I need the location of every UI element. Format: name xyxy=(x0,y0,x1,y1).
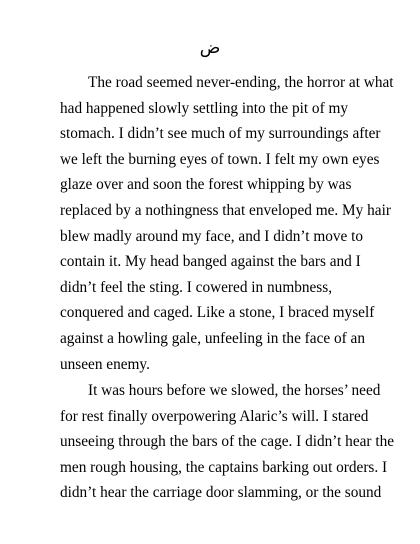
paragraph-1 xyxy=(60,70,394,377)
paragraph-line: for rest finally overpowering Alaric’s will. I stared xyxy=(60,407,369,425)
paragraph-line: conquered and caged. Like a stone, I braced myself xyxy=(60,304,375,322)
paragraph-line: glaze over and soon the forest whipping by was xyxy=(60,176,352,194)
paragraph-line: The road seemed never-ending, the horror at what xyxy=(88,74,394,91)
paragraph-line: contain it. My head banged against the bars and I xyxy=(60,253,361,271)
paragraph-line: men rough housing, the captains barking out orders. I xyxy=(60,458,388,476)
paragraph-line: didn’t feel the sting. I cowered in numbness, xyxy=(60,278,333,296)
paragraph-line: blew madly around my face, and I didn’t move to xyxy=(60,227,364,245)
paragraph-line: unseeing through the bars of the cage. I didn’t hear the xyxy=(60,433,395,451)
paragraph-line: stomach. I didn’t see much of my surroundings after xyxy=(60,125,381,143)
paragraph-line: had happened slowly settling into the pit of my xyxy=(60,99,349,117)
paragraph-line: didn’t hear the carriage door slamming, or the sound xyxy=(60,484,382,502)
paragraph-line: replaced by a nothingness that enveloped me. My hair xyxy=(60,201,391,219)
section-ornament: ض xyxy=(199,38,221,57)
paragraph-line: against a howling gale, unfeeling in the face of an xyxy=(60,329,365,347)
paragraph-line: It was hours before we slowed, the horses’ need xyxy=(88,382,381,399)
paragraph-line: unseen enemy. xyxy=(60,355,150,373)
paragraph-line: we left the burning eyes of town. I felt my own eyes xyxy=(60,150,380,168)
paragraph-2 xyxy=(60,378,395,506)
